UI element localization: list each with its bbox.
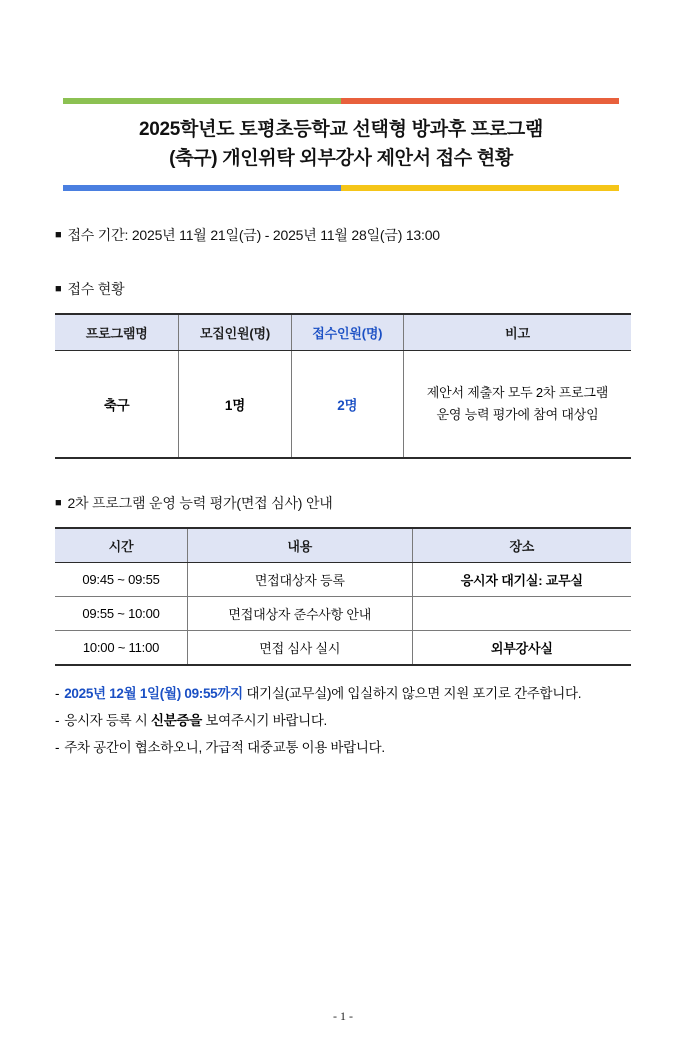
cell-place: 응시자 대기실: 교무실 [412,563,631,597]
column-header-remark: 비고 [403,314,631,351]
column-header-capacity: 모집인원(명) [179,314,291,351]
document-page [0,98,686,1044]
page-number: - 1 - [333,1009,353,1023]
cell-content: 면접대상자 등록 [187,563,412,597]
table-row [55,351,631,459]
bullet-marker-icon: ■ [55,229,62,241]
column-header-content: 내용 [187,528,412,563]
cell-program-name: 축구 [55,351,179,459]
cell-remark-line-2: 운영 능력 평가에 참여 대상임 [436,407,599,422]
document-title-line-2: (축구) 개인위탁 외부강사 제안서 접수 현황 [169,148,513,169]
cell-remark-line-1: 제안서 제출자 모두 2차 프로그램 [426,385,609,400]
note-highlight-deadline: 2025년 12월 1일(월) 09:55까지 [64,686,243,701]
table-header-row [55,314,631,351]
note-text-pre: 응시자 등록 시 [64,713,152,728]
cell-remark [403,351,631,459]
status-table [55,313,631,459]
section-status-label: 접수 현황 [67,281,125,297]
note-item [55,734,631,761]
page-footer [0,1009,686,1024]
note-bold-id: 신분증을 [151,713,202,728]
note-item [55,707,631,734]
bullet-marker-icon: ■ [55,497,62,509]
title-bottom-color-bar [63,185,619,191]
cell-place: 외부강사실 [412,631,631,666]
bullet-marker-icon: ■ [55,283,62,295]
table-row [55,631,631,666]
cell-place [412,597,631,631]
table-row [55,597,631,631]
section-period-label: 접수 기간: 2025년 11월 21일(금) - 2025년 11월 28일(금) 13:00 [67,227,440,243]
title-block [63,98,619,191]
note-item [55,680,631,707]
section-evaluation-label: 2차 프로그램 운영 능력 평가(면접 심사) 안내 [67,495,333,511]
title-top-color-bar [63,98,619,104]
cell-received: 2명 [291,351,403,459]
note-dash-marker: - [55,686,60,701]
section-status [55,279,631,299]
table-header-row [55,528,631,563]
note-text: 보여주시기 바랍니다. [201,713,328,728]
notes-list [55,680,631,761]
column-header-place: 장소 [412,528,631,563]
column-header-program: 프로그램명 [55,314,179,351]
note-text: 대기실(교무실)에 입실하지 않으면 지원 포기로 간주합니다. [242,686,582,701]
column-header-received: 접수인원(명) [291,314,403,351]
cell-capacity: 1명 [179,351,291,459]
cell-content: 면접대상자 준수사항 안내 [187,597,412,631]
note-text: 주차 공간이 협소하오니, 가급적 대중교통 이용 바랍니다. [64,740,385,755]
cell-time: 10:00 ~ 11:00 [55,631,187,666]
section-period [55,225,631,245]
title-text-container [63,104,619,185]
cell-content: 면접 심사 실시 [187,631,412,666]
cell-time: 09:55 ~ 10:00 [55,597,187,631]
note-dash-marker: - [55,740,60,755]
column-header-time: 시간 [55,528,187,563]
document-title-line-1: 2025학년도 토평초등학교 선택형 방과후 프로그램 [138,119,543,140]
cell-time: 09:45 ~ 09:55 [55,563,187,597]
table-row [55,563,631,597]
section-evaluation [55,493,631,513]
schedule-table [55,527,631,666]
note-dash-marker: - [55,713,60,728]
